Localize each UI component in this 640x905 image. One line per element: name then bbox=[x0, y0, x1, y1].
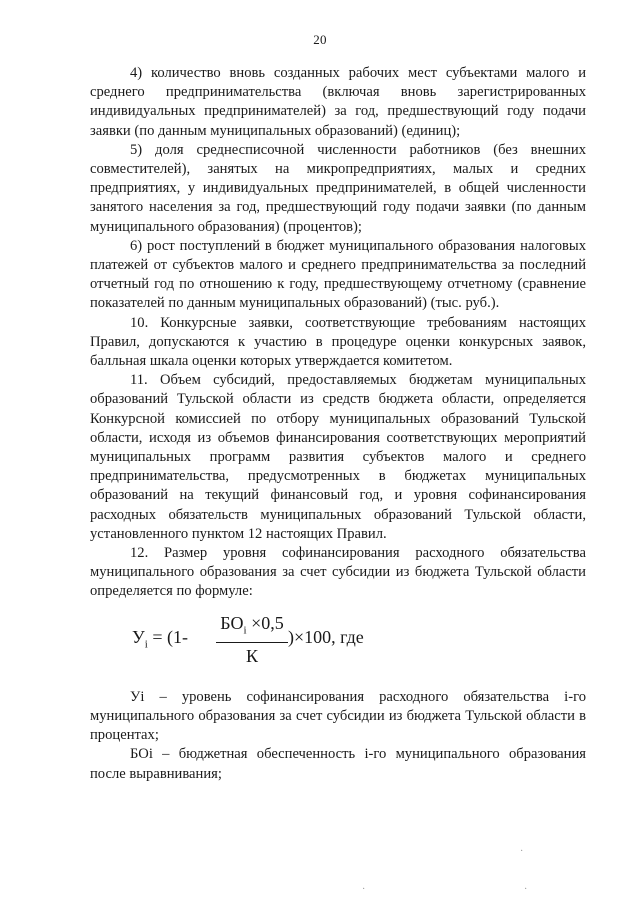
formula-numerator-rest: ×0,5 bbox=[246, 612, 284, 633]
formula-lhs-symbol: У bbox=[132, 626, 145, 647]
cofinancing-formula bbox=[90, 604, 586, 680]
scan-artifact: · bbox=[520, 846, 524, 857]
formula-numerator-subscript: i bbox=[243, 624, 247, 637]
scan-artifact: · bbox=[362, 884, 366, 895]
paragraph-section-12: 12. Размер уровня софинансирования расходного обязательства муниципального образования за счет субсидии из бюджета Тульской области определяется по формуле: bbox=[90, 545, 586, 600]
scan-artifact: · bbox=[524, 884, 528, 895]
formula-denominator: К bbox=[245, 646, 258, 667]
paragraph-item-4: 4) количество вновь созданных рабочих мест субъектами малого и среднего предпринимательства (включая вновь зарегистрированных индивидуальных предпринимателей) за год, предшествующий году подачи заявки (по данным муниципальных образований) (единиц); bbox=[90, 65, 586, 139]
formula-lhs-rest: = (1- bbox=[147, 626, 188, 647]
document-body bbox=[90, 64, 586, 784]
paragraph-section-10: 10. Конкурсные заявки, соответствующие требованиям настоящих Правил, допускаются к участию в процедуре оценки конкурсных заявок, балльная шкала оценки которых утверждается комитетом. bbox=[90, 314, 586, 370]
formula-lhs-subscript: i bbox=[144, 638, 148, 651]
paragraph-item-5: 5) доля среднесписочной численности работников (без внешних совместителей), занятых на микропредприятиях, малых и средних предприятиях, у индивидуальных предпринимателей, в общей численности занятого населения за год, предшествующий году подачи заявки (по данным муниципального образования) (процентов); bbox=[90, 141, 586, 235]
formula-rhs: )×100, где bbox=[288, 626, 364, 647]
page-number: 20 bbox=[313, 32, 327, 47]
definition-yi: Уi – уровень софинансирования расходного обязательства i-го муниципального образования за счет субсидии из бюджета Тульской области в процентах; bbox=[90, 688, 586, 744]
paragraph-section-11: 11. Объем субсидий, предоставляемых бюджетам муниципальных образований Тульской области из средств бюджета области, определяется Конкурсной комиссией по отбору муниципальных образований Тульской области, исходя из объемов финансирования соответствующих мероприятий муниципальных программ развития субъектов малого и среднего предпринимательства, предусмотренных в бюджетах муниципальных образований на текущий финансовый год, и уровня софинансирования расходных обязательств муниципальных образований Тульской области, установленного пунктом 12 настоящих Правил. bbox=[90, 372, 586, 542]
formula-numerator-symbol: БО bbox=[220, 612, 244, 633]
definition-boi: БОi – бюджетная обеспеченность i-го муниципального образования после выравнивания; bbox=[90, 746, 586, 782]
formula-lhs bbox=[132, 628, 188, 655]
formula-numerator bbox=[216, 614, 288, 643]
formula-fraction bbox=[216, 614, 288, 667]
paragraph-item-6: 6) рост поступлений в бюджет муниципального образования налоговых платежей от субъектов малого и среднего предпринимательства за последний отчетный год по отношению к году, предшествующему отчетному (сравнение показателей по данным муниципальных образований) (тыс. руб.). bbox=[90, 237, 586, 312]
